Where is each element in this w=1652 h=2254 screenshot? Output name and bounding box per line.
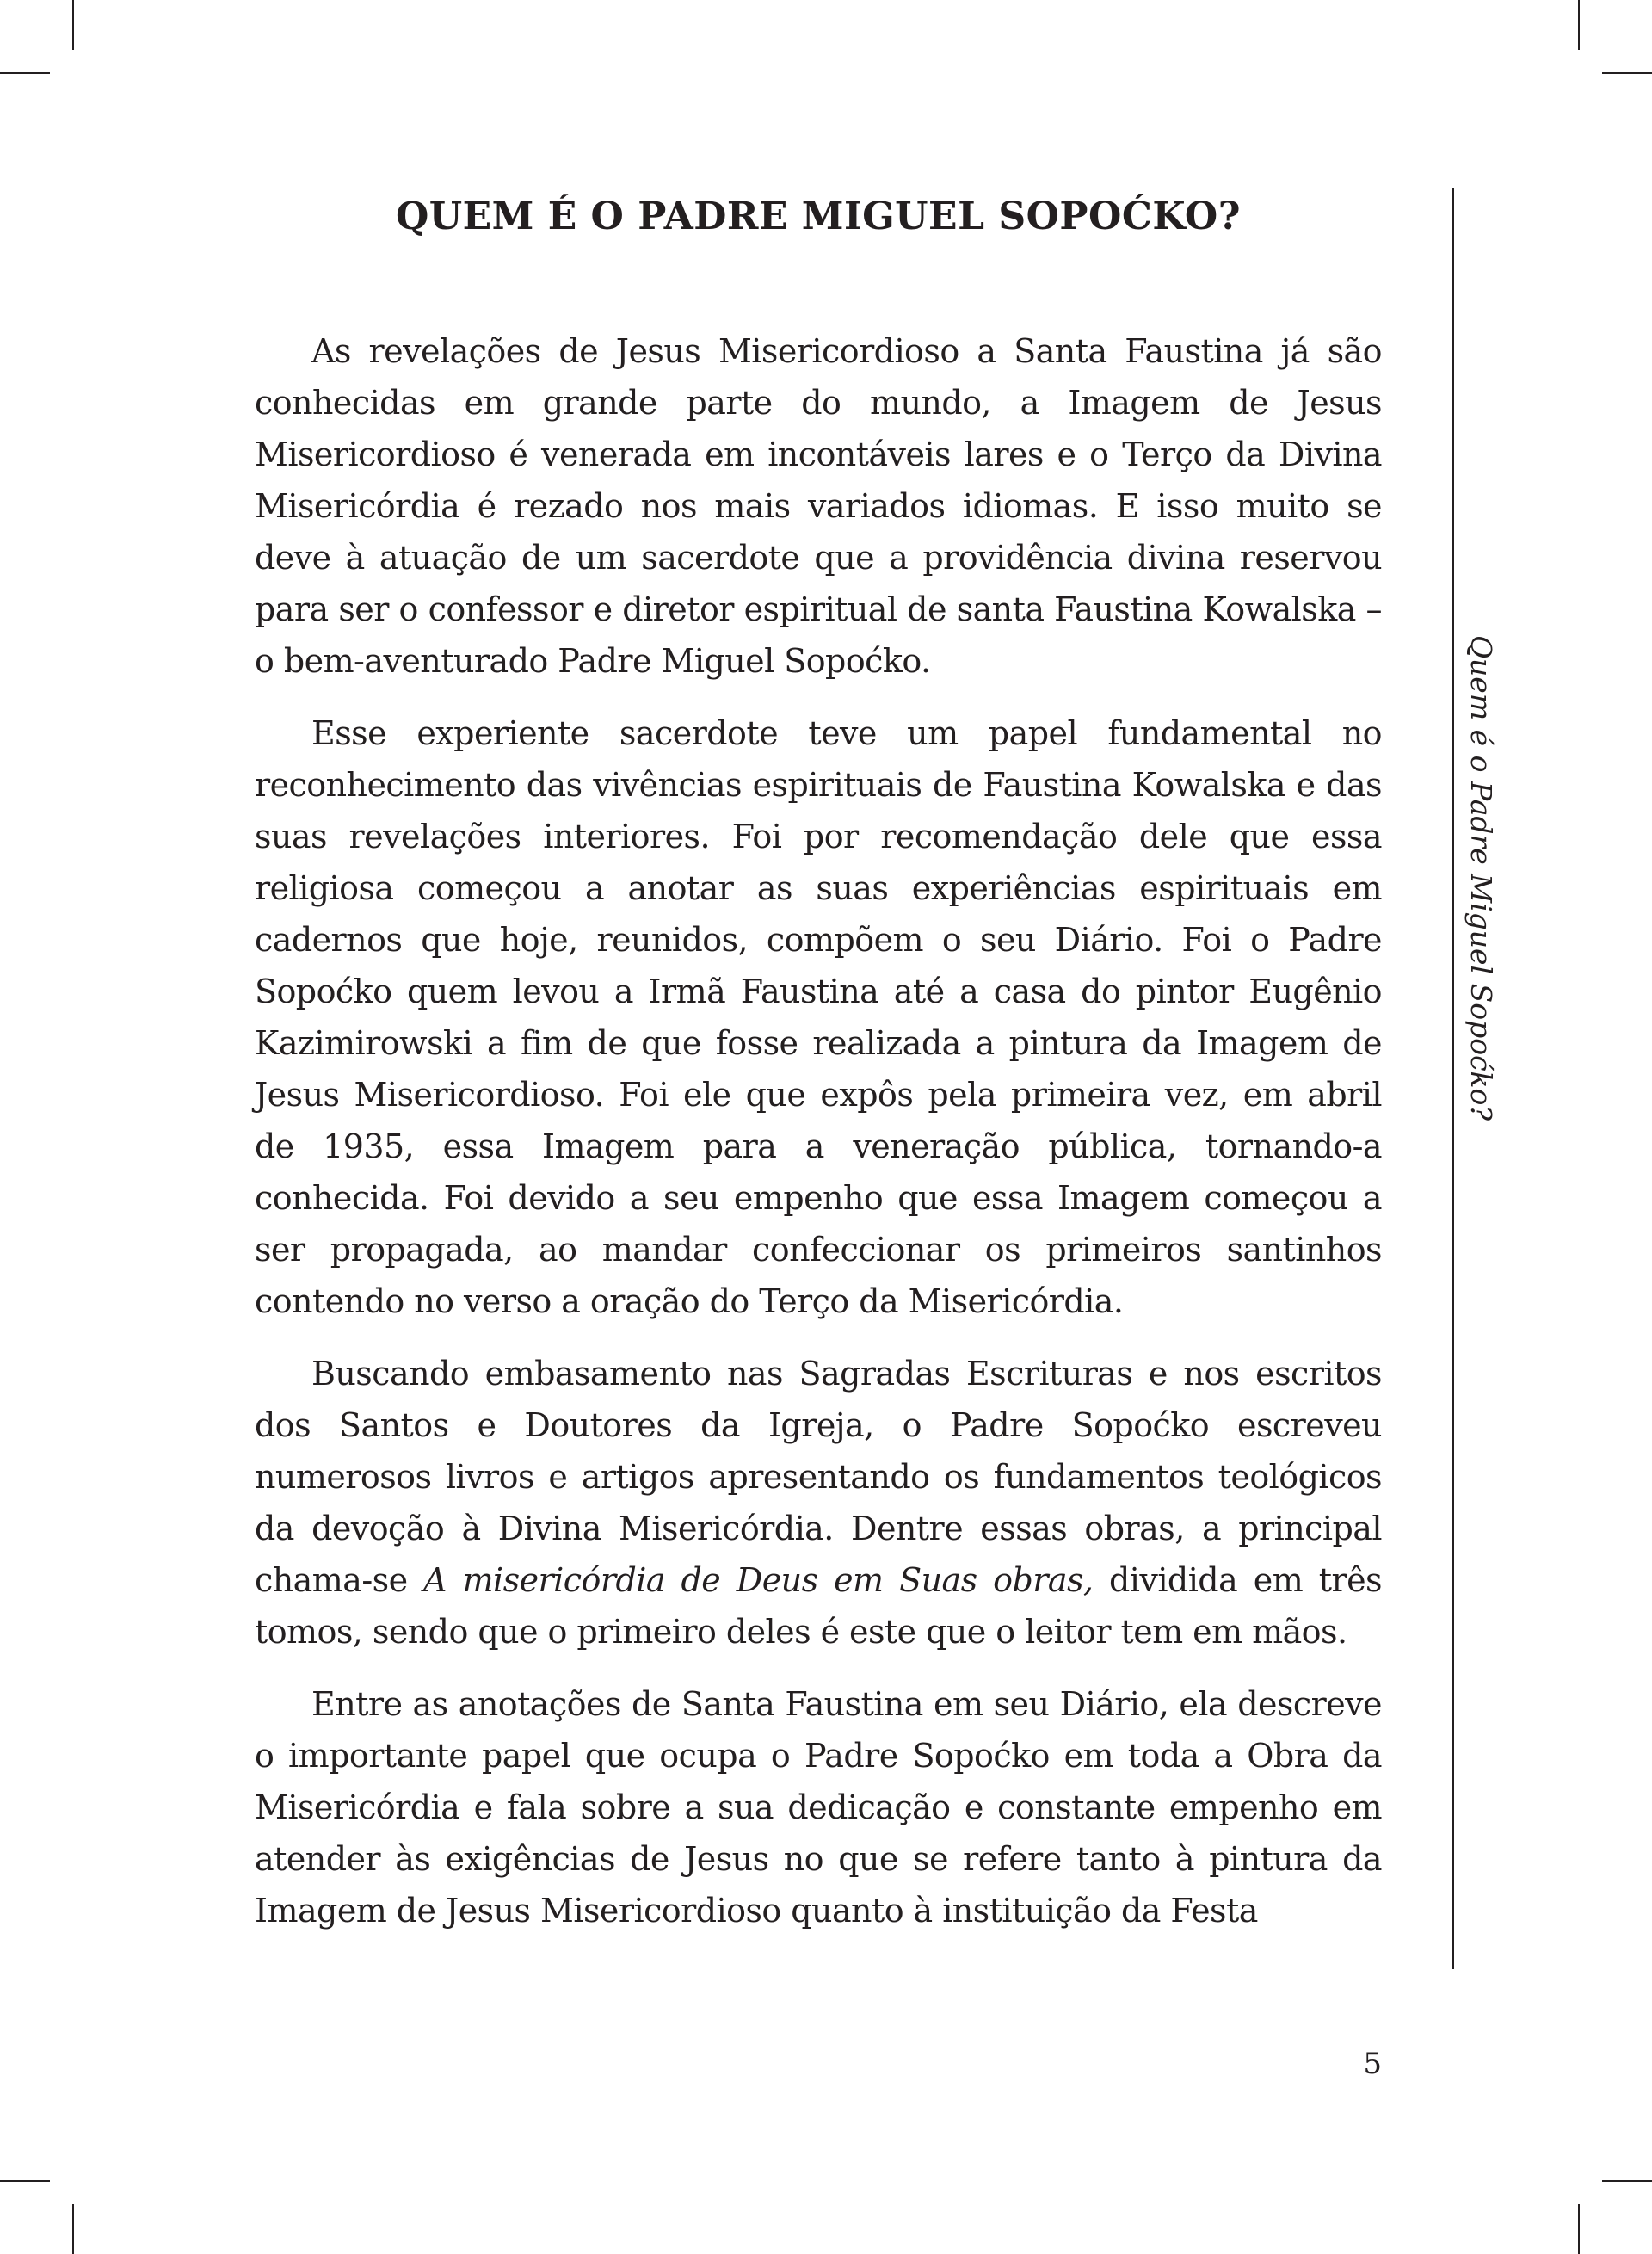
margin-rule — [1452, 188, 1454, 1969]
crop-mark-top-left — [72, 0, 74, 50]
crop-mark-bottom-left — [72, 2204, 74, 2254]
page-number: 5 — [1363, 2047, 1382, 2081]
crop-mark-top-left-horizontal — [0, 72, 50, 74]
body-text — [255, 325, 1382, 1957]
crop-mark-bottom-right — [1578, 2204, 1580, 2254]
paragraph-3-text-after: dividida em três tomos, sendo que o primeiro deles é este que o leitor tem em mãos. — [255, 1561, 1382, 1651]
paragraph-3 — [255, 1348, 1382, 1658]
running-head: Quem é o Padre Miguel Sopoćko? — [1464, 635, 1498, 1121]
crop-mark-bottom-right-horizontal — [1602, 2180, 1652, 2182]
paragraph-4: Entre as anotações de Santa Faustina em seu Diário, ela descreve o importante papel que ocupa o Padre Sopoćko em toda a Obra da Misericórdia e fala sobre a sua dedicação e constante empenho em atender às exigências de Jesus no que se refere tanto à pintura da Imagem de Jesus Misericordioso quanto à instituição da Festa — [255, 1685, 1382, 1930]
page-title: QUEM É O PADRE MIGUEL SOPOĆKO? — [395, 195, 1242, 238]
crop-mark-bottom-left-horizontal — [0, 2180, 50, 2182]
paragraph-2: Esse experiente sacerdote teve um papel fundamental no reconhecimento das vivências espirituais de Faustina Kowalska e das suas revelações interiores. Foi por recomendação dele que essa religiosa começou a anotar as suas experiências espirituais em cadernos que hoje, reunidos, compõem o seu Diário. Foi o Padre Sopoćko quem levou a Irmã Faustina até a casa do pintor Eugênio Kazimirowski a fim de que fosse realizada a pintura da Imagem de Jesus Misericordioso. Foi ele que expôs pela primeira vez, em abril de 1935, essa Imagem para a veneração pública, tornando-a conhecida. Foi devido a seu empenho que essa Imagem começou a ser propagada, ao mandar confeccionar os primeiros santinhos contendo no verso a oração do Terço da Misericórdia. — [255, 714, 1382, 1320]
crop-mark-top-right-horizontal — [1602, 72, 1652, 74]
book-title-italic: A misericórdia de Deus em Suas obras, — [423, 1561, 1094, 1599]
paragraph-1: As revelações de Jesus Misericordioso a Santa Faustina já são conhecidas em grande parte do mundo, a Imagem de Jesus Misericordioso é venerada em incontáveis lares e o Terço da Divina Misericórdia é rezado nos mais variados idiomas. E isso muito se deve à atuação de um sacerdote que a providência divina reservou para ser o confessor e diretor espiritual de santa Faustina Kowalska – o bem-aventurado Padre Miguel Sopoćko. — [255, 332, 1382, 680]
crop-mark-top-right — [1578, 0, 1580, 50]
paragraph-3-text-before: Buscando embasamento nas Sagradas Escrituras e nos escritos dos Santos e Doutores da Igreja, o Padre Sopoćko escreveu numerosos livros e artigos apresentando os fundamentos teológicos da devoção à Divina Misericórdia. Dentre essas obras, a principal chama-se — [255, 1355, 1382, 1599]
